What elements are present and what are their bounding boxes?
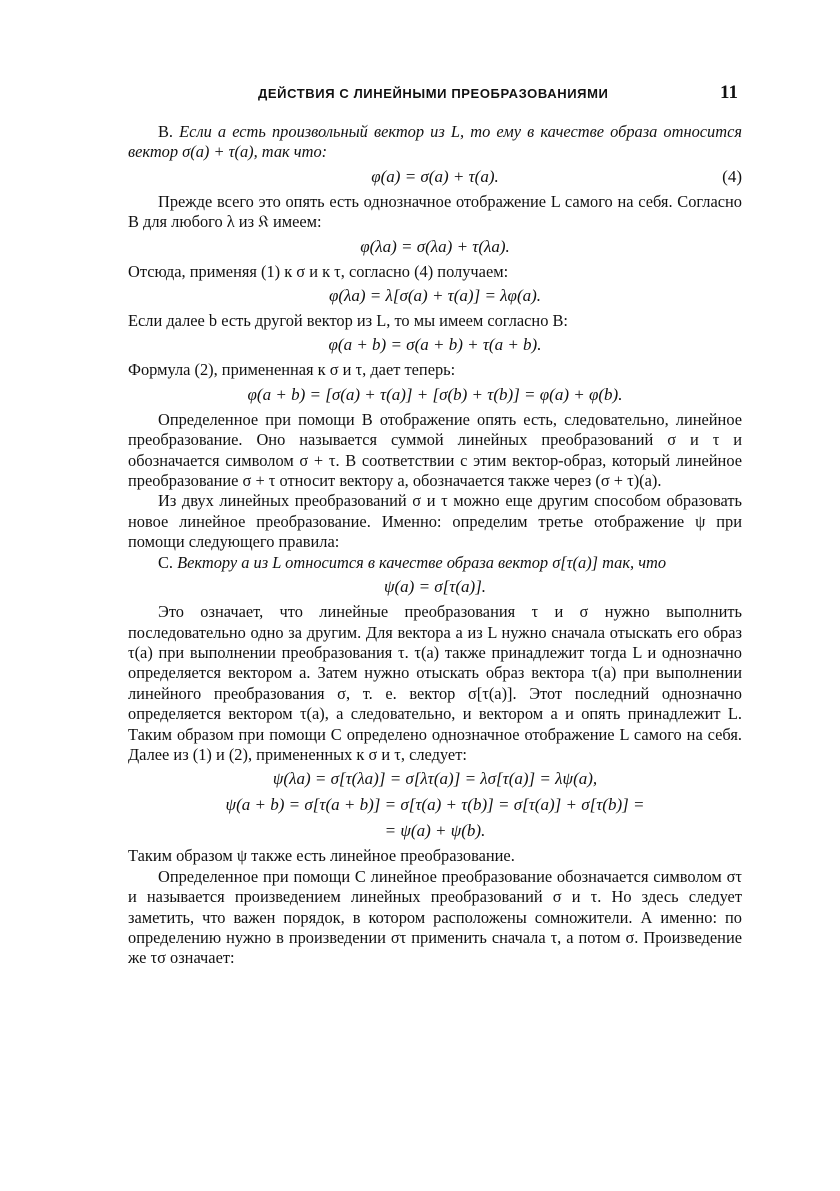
page-body	[128, 122, 742, 969]
equation-sum-expanded: φ(a + b) = [σ(a) + τ(a)] + [σ(b) + τ(b)] = φ(a) + φ(b).	[247, 384, 623, 404]
equation-psi-def: ψ(a) = σ[τ(a)].	[383, 577, 487, 597]
paragraph-b	[128, 122, 742, 163]
paragraph-4: Если далее b есть другой вектор из L, то мы имеем согласно B:	[128, 311, 568, 331]
equation-psi-sum-line2: = ψ(a) + ψ(b).	[384, 821, 486, 841]
paragraph-b-text: Если a есть произвольный вектор из L, то ему в качестве образа относится вектор σ(a) + τ(a), так что:	[128, 122, 742, 162]
equation-sum-ab: φ(a + b) = σ(a + b) + τ(a + b).	[328, 335, 542, 355]
paragraph-7: Из двух линейных преобразований σ и τ можно еще другим способом образовать новое линейное преобразование. Именно: определим третье отображение ψ при помощи следующего правила:	[128, 491, 742, 552]
equation-psi-sum-line1: ψ(a + b) = σ[τ(a + b)] = σ[τ(a) + τ(b)] = σ[τ(a)] + σ[τ(b)] =	[225, 795, 645, 815]
equation-4	[128, 166, 742, 188]
paragraph-3: Отсюда, применяя (1) к σ и к τ, согласно (4) получаем:	[128, 261, 509, 281]
paragraph-9: Таким образом ψ также есть линейное преобразование.	[128, 846, 515, 866]
page-number: 11	[720, 82, 738, 103]
paragraph-c	[128, 553, 742, 573]
paragraph-6: Определенное при помощи B отображение опять есть, следовательно, линейное преобразование. Оно называется суммой линейных преобразований σ и τ и обозначается символом σ + τ. В соответствии с этим вектор-образ, который линейное преобразование σ + τ относит вектору a, обозначается также через (σ + τ)(a).	[128, 409, 742, 491]
paragraph-5: Формула (2), примененная к σ и τ, дает теперь:	[128, 360, 456, 380]
page-header	[258, 84, 738, 108]
equation-lambda-phi: φ(λa) = σ(λa) + τ(λa).	[360, 236, 510, 256]
paragraph-10: Определенное при помощи C линейное преобразование обозначается символом στ и называется произведением линейных преобразований σ и τ. Но здесь следует заметить, что важен порядок, в котором расположены сомножители. А именно: по определению нужно в произведении στ применить сначала τ, а потом σ. Произведение же τσ означает:	[128, 866, 742, 968]
paragraph-2: Прежде всего это опять есть однозначное отображение L самого на себя. Согласно B для любого λ из 𝔎 имеем:	[128, 191, 742, 232]
paragraph-8: Это означает, что линейные преобразования τ и σ нужно выполнить последовательно одно за другим. Для вектора a из L нужно сначала отыскать его образ τ(a) при выполнении преобразования τ. τ(a) также принадлежит тогда L и однозначно определяется вектором a. Затем нужно отыскать образ вектора τ(a) при выполнении линейного преобразования σ, т. е. вектор σ[τ(a)]. Этот последний однозначно определяется вектором τ(a), а следовательно, и вектором a и опять принадлежит L. Таким образом при помощи C определено однозначное отображение L самого на себя. Далее из (1) и (2), примененных к σ и τ, следует:	[128, 602, 742, 764]
equation-lambda-result: φ(λa) = λ[σ(a) + τ(a)] = λφ(a).	[328, 286, 542, 306]
paragraph-c-text: Вектору a из L относится в качестве образа вектор σ[τ(a)] так, что	[177, 552, 667, 572]
paragraph-b-label: B.	[158, 122, 174, 141]
equation-4-number: (4)	[722, 166, 742, 186]
paragraph-c-label: C.	[158, 552, 174, 572]
equation-psi-lambda: ψ(λa) = σ[τ(λa)] = σ[λτ(a)] = λσ[τ(a)] = λψ(a),	[272, 769, 598, 789]
running-title: ДЕЙСТВИЯ С ЛИНЕЙНЫМИ ПРЕОБРАЗОВАНИЯМИ	[258, 86, 609, 101]
equation-4-body: φ(a) = σ(a) + τ(a).	[371, 166, 499, 186]
